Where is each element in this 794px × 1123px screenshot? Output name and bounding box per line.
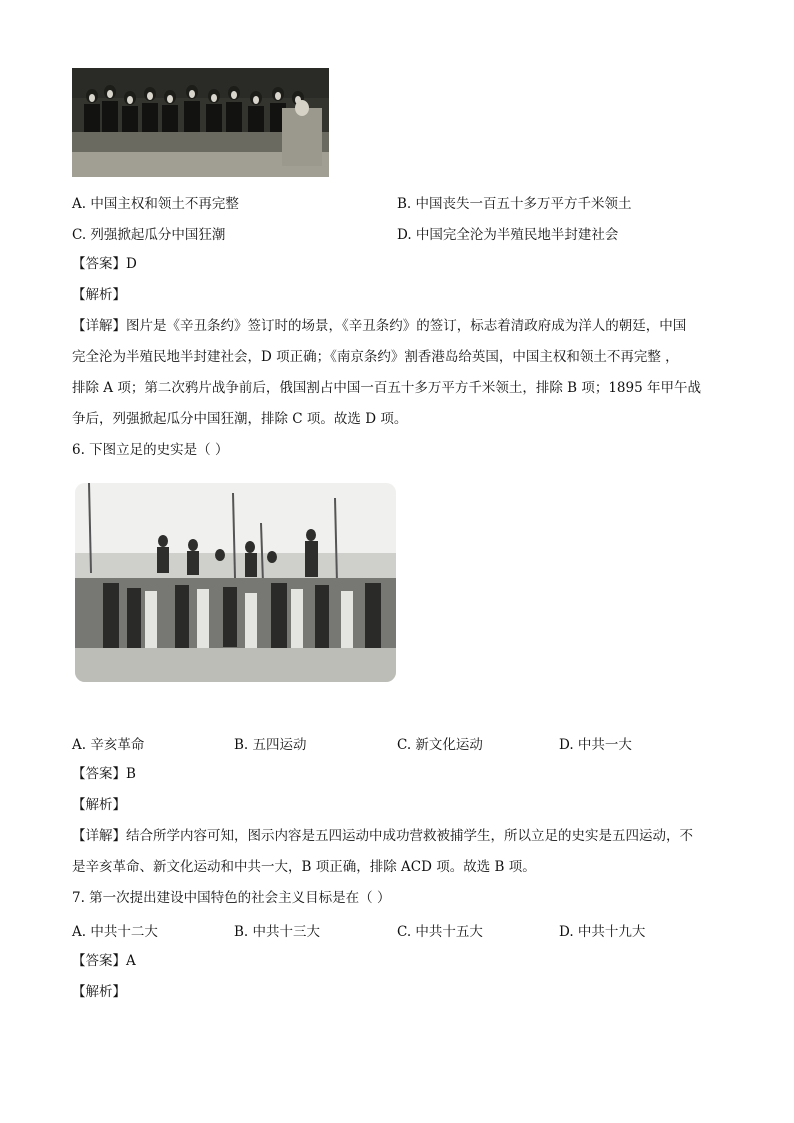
q5-answer: 【答案】D [72,256,137,272]
q6-answer: 【答案】B [72,766,136,782]
q5-detail-line: 排除 A 项；第二次鸦片战争前后，俄国割占中国一百五十多万平方千米领土，排除 B 项；1895 年甲午战 [72,380,701,396]
q6-option-a: A. 辛亥革命 [72,737,145,753]
q6-option-c: C. 新文化运动 [397,737,483,753]
q7-option-d: D. 中共十九大 [559,924,646,940]
q6-question: 6. 下图立足的史实是（ ） [72,442,229,458]
treaty-signing-photo [72,68,329,177]
q7-analysis-heading: 【解析】 [72,984,126,1000]
q5-option-a: A. 中国主权和领土不再完整 [72,196,239,212]
may-fourth-photo [75,483,396,682]
q6-detail-line: 是辛亥革命、新文化运动和中共一大，B 项正确，排除 ACD 项。故选 B 项。 [72,859,536,875]
q5-detail-line: 【详解】图片是《辛丑条约》签订时的场景，《辛丑条约》的签订，标志着清政府成为洋人的朝廷，中国 [72,318,687,334]
q7-option-a: A. 中共十二大 [72,924,158,940]
q7-answer: 【答案】A [72,953,136,969]
treaty-signing-photo-art [72,68,329,177]
q5-analysis-heading: 【解析】 [72,287,126,303]
may-fourth-photo-art [75,483,396,682]
q7-option-c: C. 中共十五大 [397,924,483,940]
q7-option-b: B. 中共十三大 [234,924,321,940]
q7-question: 7. 第一次提出建设中国特色的社会主义目标是在（ ） [72,890,391,906]
q5-detail-line: 争后，列强掀起瓜分中国狂潮，排除 C 项。故选 D 项。 [72,411,408,427]
q5-option-c: C. 列强掀起瓜分中国狂潮 [72,227,226,243]
q6-analysis-heading: 【解析】 [72,797,126,813]
q5-option-b: B. 中国丧失一百五十多万平方千米领土 [397,196,632,212]
q6-option-b: B. 五四运动 [234,737,307,753]
q5-detail-line: 完全沦为半殖民地半封建社会，D 项正确；《南京条约》割香港岛给英国，中国主权和领土不再完整 ， [72,349,679,365]
q6-option-d: D. 中共一大 [559,737,632,753]
q5-option-d: D. 中国完全沦为半殖民地半封建社会 [397,227,619,243]
q6-detail-line: 【详解】结合所学内容可知，图示内容是五四运动中成功营救被捕学生，所以立足的史实是五四运动，不 [72,828,693,844]
